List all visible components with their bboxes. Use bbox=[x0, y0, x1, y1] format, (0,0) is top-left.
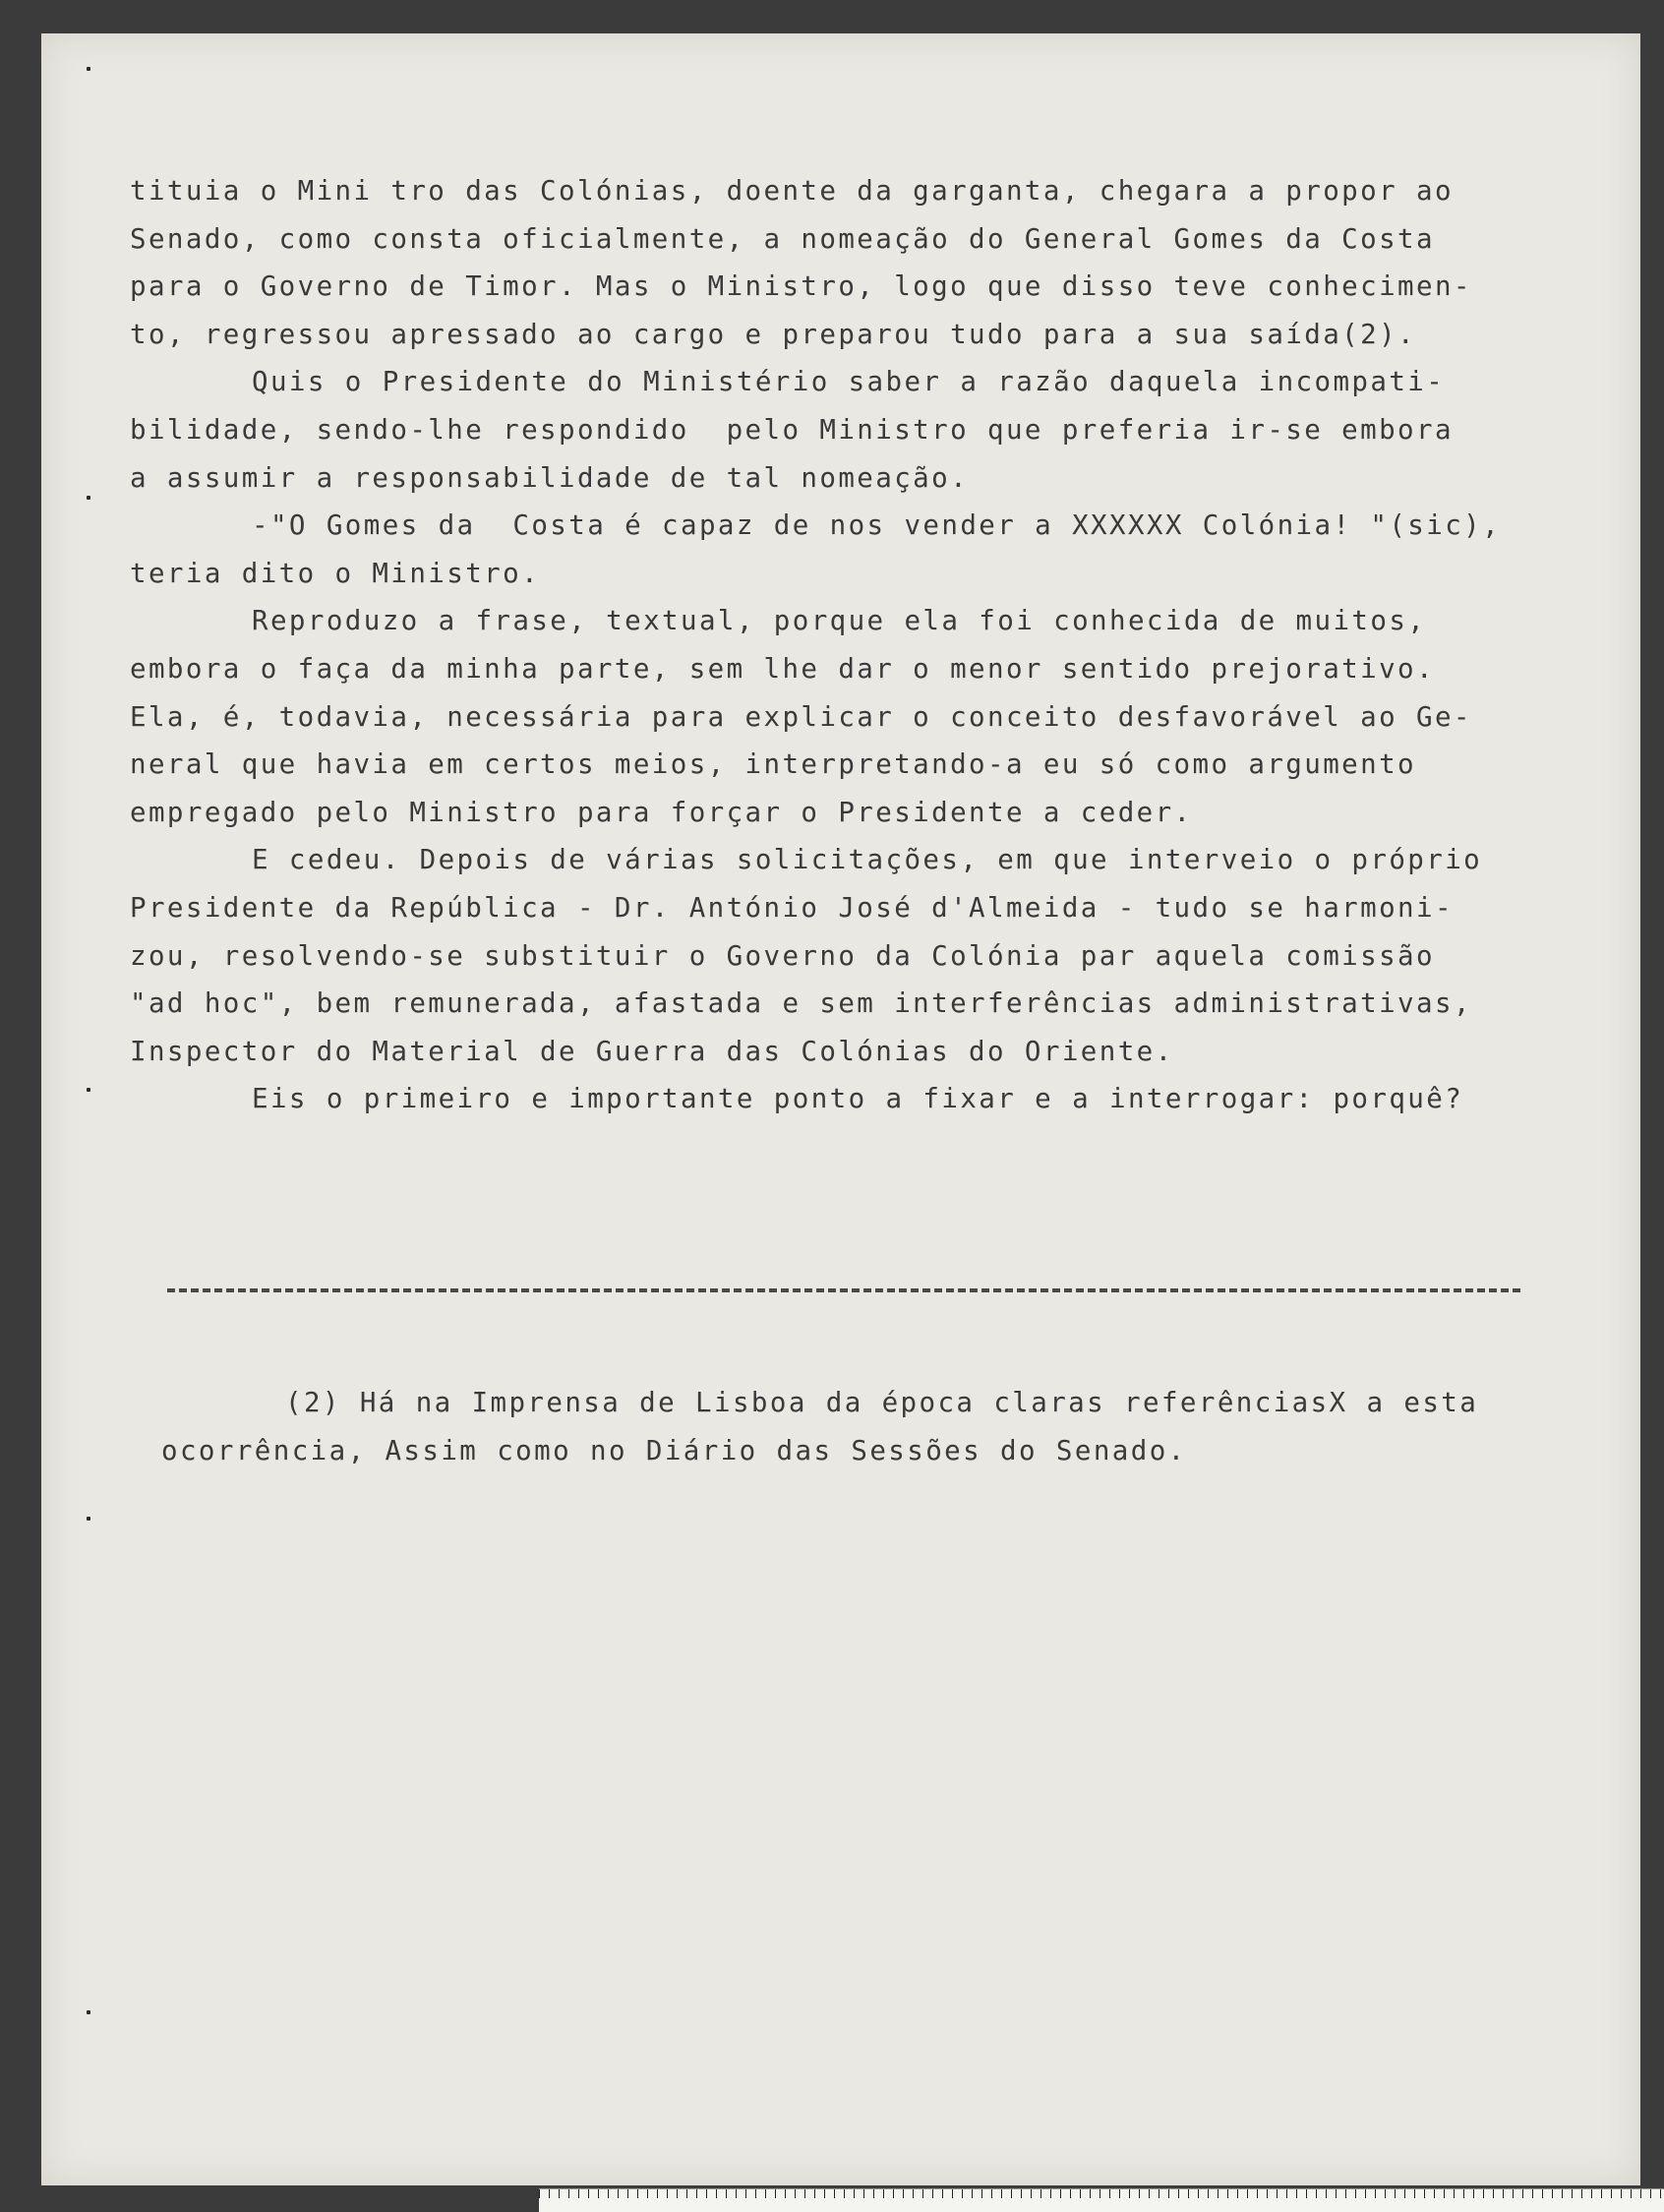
margin-mark bbox=[87, 2010, 90, 2014]
text-line: to, regressou apressado ao cargo e preparou tudo para a sua saída(2). bbox=[130, 318, 1416, 350]
text-line: embora o faça da minha parte, sem lhe dar o menor sentido prejorativo. bbox=[130, 652, 1435, 685]
text-line: Reproduzo a frase, textual, porque ela foi conhecida de muitos, bbox=[252, 605, 1427, 637]
text-line: E cedeu. Depois de várias solicitações, em que interveio o próprio bbox=[252, 844, 1483, 876]
text-line: Presidente da República - Dr. António José d'Almeida - tudo se harmoni- bbox=[130, 891, 1454, 924]
text-line: Ela, é, todavia, necessária para explicar o conceito desfavorável ao Ge- bbox=[130, 700, 1472, 733]
footnote bbox=[163, 1379, 1560, 1474]
text-line: Inspector do Material de Guerra das Colónias do Oriente. bbox=[130, 1035, 1174, 1067]
footnote-separator bbox=[167, 1288, 1520, 1292]
text-line: Senado, como consta oficialmente, a nomeação do General Gomes da Costa bbox=[130, 222, 1435, 255]
text-line: neral que havia em certos meios, interpretando-a eu só como argumento bbox=[130, 748, 1416, 781]
text-line: Quis o Presidente do Ministério saber a razão daquela incompati- bbox=[252, 366, 1446, 398]
text-line: a assumir a responsabilidade de tal nomeação. bbox=[130, 461, 970, 494]
scale-ruler bbox=[539, 2188, 1664, 2212]
footnote-line: ocorrência, Assim como no Diário das Sessões do Senado. bbox=[161, 1434, 1187, 1466]
text-line: teria dito o Ministro. bbox=[130, 557, 541, 589]
margin-mark bbox=[87, 496, 90, 500]
text-line: -"O Gomes da Costa é capaz de nos vender a XXXXXX Colónia! "(sic), bbox=[252, 509, 1502, 542]
text-line: para o Governo de Timor. Mas o Ministro, logo que disso teve conhecimen- bbox=[130, 270, 1472, 303]
margin-mark bbox=[87, 1088, 90, 1092]
footnote-line: (2) Há na Imprensa de Lisboa da época claras referênciasX a esta bbox=[285, 1387, 1479, 1418]
text-line: "ad hoc", bem remunerada, afastada e sem interferências administrativas, bbox=[130, 987, 1472, 1020]
text-line: tituia o Mini tro das Colónias, doente da garganta, chegara a propor ao bbox=[130, 175, 1454, 207]
body-text bbox=[130, 167, 1526, 1123]
margin-mark bbox=[87, 67, 90, 71]
text-line: Eis o primeiro e importante ponto a fixar e a interrogar: porquê? bbox=[252, 1083, 1464, 1115]
text-line: bilidade, sendo-lhe respondido pelo Ministro que preferia ir-se embora bbox=[130, 413, 1454, 446]
text-line: empregado pelo Ministro para forçar o Presidente a ceder. bbox=[130, 796, 1193, 828]
text-line: zou, resolvendo-se substituir o Governo da Colónia par aquela comissão bbox=[130, 939, 1435, 972]
margin-mark bbox=[87, 1517, 90, 1521]
